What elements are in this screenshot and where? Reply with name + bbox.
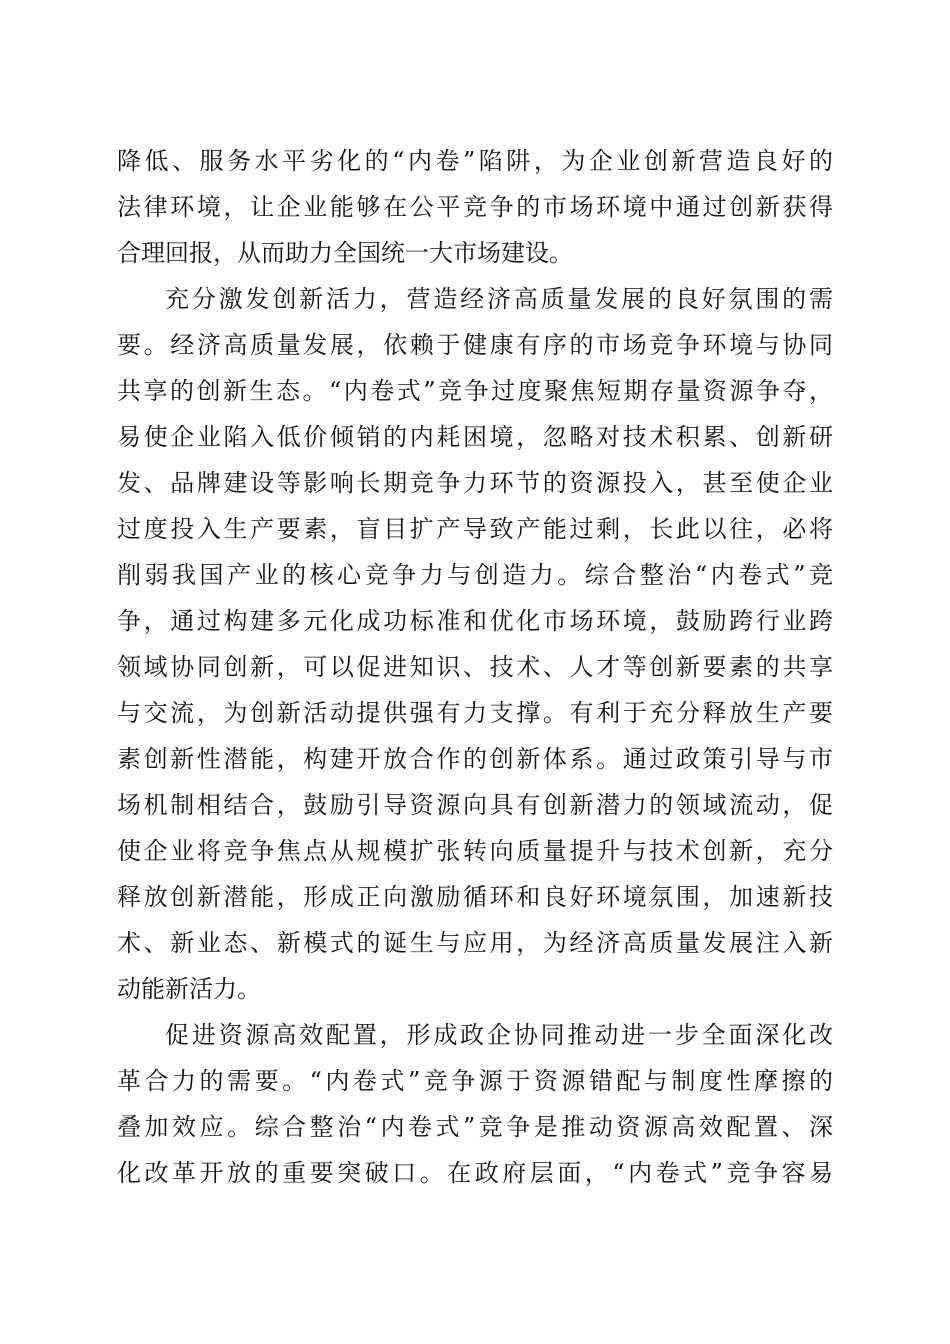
text-line: 促进资源高效配置，形成政企协同推动进一步全面深化改 (165, 1021, 833, 1049)
text-line: 革合力的需要。“内卷式”竞争源于资源错配与制度性摩擦的 (117, 1067, 833, 1095)
text-line: 场机制相结合，鼓励引导资源向具有创新潜力的领域流动，促 (117, 791, 833, 819)
text-line: 与交流，为创新活动提供强有力支撑。有利于充分释放生产要 (117, 699, 833, 727)
text-line: 化改革开放的重要突破口。在政府层面，“内卷式”竞争容易 (117, 1159, 833, 1187)
text-line: 合理回报，从而助力全国统一大市场建设。 (117, 239, 573, 267)
text-line: 动能新活力。 (117, 975, 261, 1003)
text-line: 素创新性潜能，构建开放合作的创新体系。通过政策引导与市 (117, 745, 833, 773)
text-line: 充分激发创新活力，营造经济高质量发展的良好氛围的需 (165, 285, 833, 313)
text-line: 削弱我国产业的核心竞争力与创造力。综合整治“内卷式”竞 (117, 561, 833, 589)
text-line: 叠加效应。综合整治“内卷式”竞争是推动资源高效配置、深 (117, 1113, 833, 1141)
text-line: 术、新业态、新模式的诞生与应用，为经济高质量发展注入新 (117, 929, 833, 957)
text-line: 易使企业陷入低价倾销的内耗困境，忽略对技术积累、创新研 (117, 423, 833, 451)
text-line: 共享的创新生态。“内卷式”竞争过度聚焦短期存量资源争夺， (117, 377, 833, 405)
text-line: 释放创新潜能，形成正向激励循环和良好环境氛围，加速新技 (117, 883, 833, 911)
text-line: 法律环境，让企业能够在公平竞争的市场环境中通过创新获得 (117, 193, 833, 221)
text-line: 争，通过构建多元化成功标准和优化市场环境，鼓励跨行业跨 (117, 607, 833, 635)
text-line: 降低、服务水平劣化的“内卷”陷阱，为企业创新营造良好的 (117, 147, 833, 175)
text-line: 要。经济高质量发展，依赖于健康有序的市场竞争环境与协同 (117, 331, 833, 359)
text-line: 过度投入生产要素，盲目扩产导致产能过剩，长此以往，必将 (117, 515, 833, 543)
text-line: 领域协同创新，可以促进知识、技术、人才等创新要素的共享 (117, 653, 833, 681)
text-line: 使企业将竞争焦点从规模扩张转向质量提升与技术创新，充分 (117, 837, 833, 865)
text-line: 发、品牌建设等影响长期竞争力环节的资源投入，甚至使企业 (117, 469, 833, 497)
